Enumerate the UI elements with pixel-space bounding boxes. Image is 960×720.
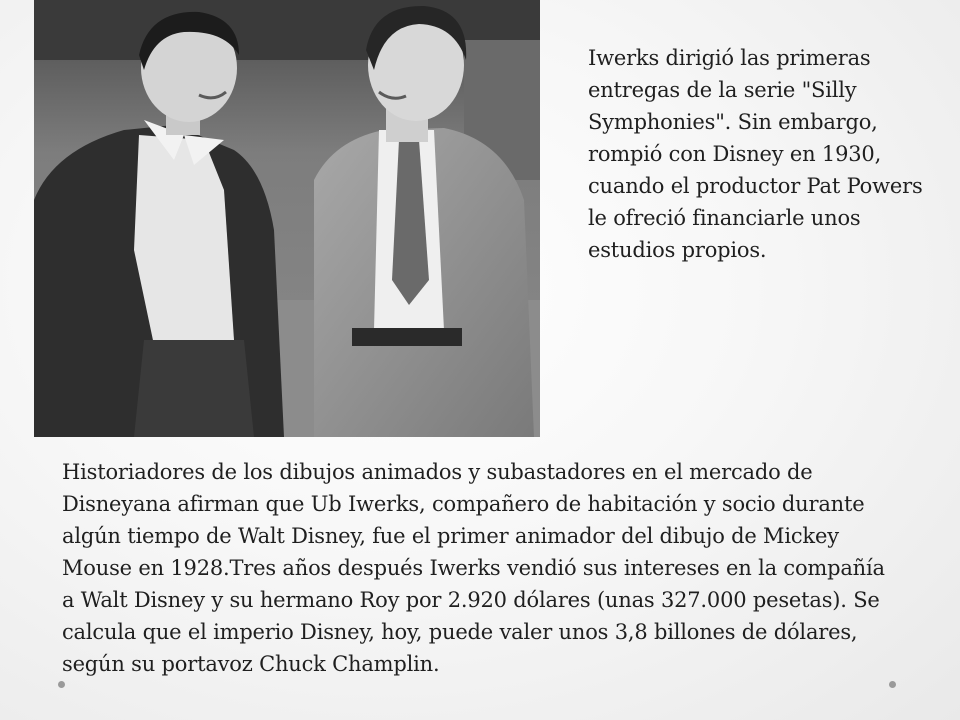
decorative-dot-left xyxy=(58,681,65,688)
main-paragraph: Historiadores de los dibujos animados y subastadores en el mercado de Disneyana afirman que Ub Iwerks, compañero de habitación y socio durante algún tiempo de Walt Disney, fue el primer animador del dibujo de Mickey Mouse en 1928.Tres años después Iwerks vendió sus intereses en la compañía a Walt Disney y su hermano Roy por 2.920 dólares (unas 327.000 pesetas). Se calcula que el imperio Disney, hoy, puede valer unos 3,8 billones de dólares, según su portavoz Chuck Champlin. xyxy=(62,460,885,676)
side-paragraph: Iwerks dirigió las primeras entregas de la serie "Silly Symphonies". Sin embargo, rompió con Disney en 1930, cuando el productor Pat Powers le ofreció financiarle unos estudios propios. xyxy=(588,46,923,262)
photo-illustration xyxy=(34,0,540,437)
decorative-dot-right xyxy=(889,681,896,688)
historical-photo xyxy=(34,0,540,437)
